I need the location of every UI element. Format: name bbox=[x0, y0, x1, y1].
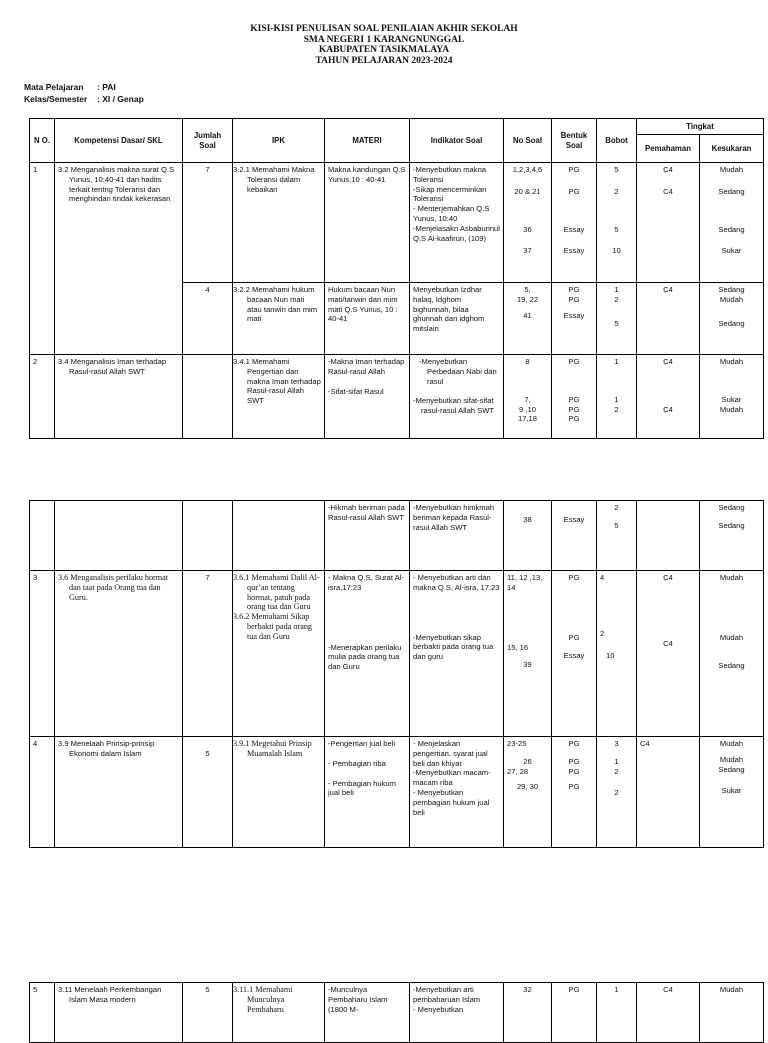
cell-materi: Hukum bacaan Nun mati/tanwin dan mim mati Q.S Yunus, 10 : 40-41 bbox=[325, 283, 410, 355]
question-type: PG bbox=[568, 414, 580, 424]
difficulty: Mudah bbox=[719, 754, 744, 764]
cell-kesukaran bbox=[700, 501, 764, 571]
cell-materi: -Hikmah beriman pada Rasul-rasul Allah SWT bbox=[325, 501, 410, 571]
cell-no-soal bbox=[504, 737, 552, 848]
question-type: PG bbox=[568, 632, 580, 642]
indicator-line: -Sikap mencerminkan Toleransi bbox=[413, 184, 487, 204]
title-line-2: SMA NEGERI 1 KARANGNUNGGAL bbox=[303, 34, 465, 45]
question-numbers: 39 bbox=[523, 660, 532, 670]
kisi-table-part-1 bbox=[29, 118, 764, 439]
question-numbers: 11, 12 ,13, 14 bbox=[507, 573, 543, 592]
cell-indikator bbox=[410, 571, 504, 737]
difficulty: Mudah bbox=[719, 165, 744, 174]
cell-bentuk bbox=[552, 283, 597, 355]
materi-line: -Menerapkan perilaku mulia pada orang tua dan Guru bbox=[328, 642, 402, 672]
cell-no bbox=[30, 501, 55, 571]
cell-indikator: Menyebutkan Izdhar halaq, Idghom bighunnah, bilaa ghunnah dan idghom mitslain bbox=[410, 283, 504, 355]
cell-jumlah bbox=[183, 355, 233, 439]
cell-pemahaman: C4 bbox=[637, 983, 700, 1043]
ipk-line: 3.6.2 Memahami Sikap berbakti pada orang tua dan Guru bbox=[233, 612, 313, 641]
title-line-3: KABUPATEN TASIKMALAYA bbox=[318, 45, 450, 55]
question-type: PG bbox=[568, 165, 580, 174]
question-type: PG bbox=[568, 357, 580, 366]
cell-materi: Makna kandungan Q.S Yunus,10 : 40-41 bbox=[325, 163, 410, 283]
cell-kesukaran bbox=[700, 283, 764, 355]
weight: 2 bbox=[614, 404, 619, 414]
cell-no: 3 bbox=[30, 571, 55, 737]
question-numbers: 36 bbox=[523, 224, 532, 234]
weight: 1 bbox=[614, 394, 619, 404]
materi-line: -Sifat-sifat Rasul bbox=[328, 386, 384, 396]
question-type: Essay bbox=[563, 224, 585, 234]
question-numbers: 19, 22 bbox=[516, 294, 539, 304]
cell-bentuk: PG bbox=[552, 983, 597, 1043]
cell-no-soal: 32 bbox=[504, 983, 552, 1043]
cell-bentuk bbox=[552, 571, 597, 737]
difficulty: Sukar bbox=[721, 246, 742, 256]
weight: 4 bbox=[600, 573, 605, 582]
cell-bobot bbox=[597, 163, 637, 283]
weight: 10 bbox=[606, 650, 615, 660]
question-numbers: 15, 16 bbox=[507, 642, 529, 652]
cell-ipk bbox=[233, 501, 325, 571]
cell-indikator bbox=[410, 983, 504, 1043]
cell-kd: 3.2 Menganalisis makna surat Q.S Yunus, 10:40-41 dan hadits terkait tentng Toleransi dan menghindari tindak kekerasan bbox=[55, 163, 183, 355]
cell-kesukaran bbox=[700, 355, 764, 439]
cell-bobot bbox=[597, 501, 637, 571]
cognitive-level: C4 bbox=[663, 638, 673, 648]
weight: 2 bbox=[614, 503, 619, 512]
cell-no-soal bbox=[504, 283, 552, 355]
cell-pemahaman bbox=[637, 163, 700, 283]
cell-no-soal bbox=[504, 501, 552, 571]
indicator-line: -Menyebutkan macam-macam riba bbox=[413, 768, 491, 788]
cell-indikator bbox=[410, 355, 504, 439]
cell-materi bbox=[325, 355, 410, 439]
cell-materi: -Munculnya Pembaharu Islam (1800 M- bbox=[325, 983, 410, 1043]
cell-ipk bbox=[233, 571, 325, 737]
kisi-table-part-3 bbox=[29, 982, 764, 1043]
weight: 5 bbox=[614, 224, 619, 234]
difficulty: Sedang bbox=[718, 224, 745, 234]
question-type: PG bbox=[568, 186, 580, 196]
question-numbers: 26 bbox=[523, 756, 532, 766]
question-numbers: 1,2,3,4,6 bbox=[512, 165, 543, 174]
cell-kd: 3.6 Menganalisis perilaku hormat dan taat pada Orang tua dan Guru. bbox=[55, 571, 183, 737]
kisi-table-part-2 bbox=[29, 500, 764, 848]
question-numbers: 29, 30 bbox=[516, 782, 539, 792]
question-numbers: 27, 28 bbox=[507, 766, 529, 776]
difficulty: Sedang bbox=[718, 503, 745, 512]
difficulty: Mudah bbox=[719, 357, 744, 366]
cell-ipk: 3.11.1 Memahami Munculnya Pembaharu bbox=[233, 983, 325, 1043]
weight: 2 bbox=[614, 788, 619, 798]
difficulty: Mudah bbox=[719, 404, 744, 414]
cell-bobot bbox=[597, 737, 637, 848]
cell-ipk: 3.2.1 Memahami Makna Toleransi dalam kebaikan bbox=[233, 163, 325, 283]
col-indikator: Indikator Soal bbox=[410, 119, 504, 163]
difficulty: Mudah bbox=[719, 573, 744, 582]
indicator-line: -Menyebutkan arti pembaharuan Islam bbox=[413, 985, 481, 1004]
cell-jumlah: 7 bbox=[183, 163, 233, 283]
materi-line: -Makna Iman terhadap Rasul-rasul Allah bbox=[328, 357, 405, 376]
class-value: : XI / Genap bbox=[97, 94, 144, 104]
question-type: PG bbox=[568, 782, 580, 792]
indicator-line: - Menjelaskan pengertian, syarat jual beli dan khiyar bbox=[413, 739, 488, 768]
cognitive-level: C4 bbox=[663, 186, 673, 196]
cell-jumlah: 5 bbox=[183, 983, 233, 1043]
cell-bentuk bbox=[552, 501, 597, 571]
cell-jumlah bbox=[183, 501, 233, 571]
question-numbers: 5, bbox=[524, 285, 531, 294]
cell-kesukaran bbox=[700, 737, 764, 848]
cell-indikator bbox=[410, 163, 504, 283]
cell-pemahaman bbox=[637, 571, 700, 737]
indicator-line: -Menyebutkan Perbedaan Nabi dan rasul bbox=[419, 357, 497, 386]
cell-pemahaman bbox=[637, 355, 700, 439]
table-row bbox=[30, 501, 764, 571]
question-type: PG bbox=[568, 739, 580, 748]
header-row bbox=[30, 119, 764, 135]
question-type: PG bbox=[568, 573, 580, 582]
subject-label: Mata Pelajaran bbox=[24, 82, 84, 92]
cell-kesukaran: Mudah bbox=[700, 983, 764, 1043]
document-title bbox=[0, 24, 768, 66]
col-tingkat: Tingkat bbox=[637, 119, 764, 135]
weight: 5 bbox=[614, 318, 619, 328]
indicator-line: -Menyebutkan sifat-sifat rasul-rasul Allah SWT bbox=[413, 396, 495, 416]
indicator-line: -Menjelasakn Asbabunnul Q.S Al-kaafirun, (109) bbox=[413, 223, 500, 243]
question-numbers: 38 bbox=[523, 515, 532, 524]
table-row bbox=[30, 737, 764, 848]
difficulty: Sedang bbox=[718, 520, 745, 530]
indicator-line: - Menyebutkan pembagian hukum jual beli bbox=[413, 787, 490, 817]
question-type: Essay bbox=[563, 650, 585, 660]
question-type: Essay bbox=[563, 515, 585, 524]
indicator-line: - Menyebutkan arti dan makna Q.S, Al-isra, 17:23 bbox=[413, 573, 500, 592]
cognitive-level: C4 bbox=[663, 573, 673, 582]
table-row bbox=[30, 355, 764, 439]
cell-ipk: 3.9.1 Megetahui Prinsip Muamalah Islam bbox=[233, 737, 325, 848]
cell-pemahaman: C4 bbox=[637, 737, 700, 848]
col-ipk: IPK bbox=[233, 119, 325, 163]
difficulty: Mudah bbox=[719, 739, 744, 748]
difficulty: Mudah bbox=[719, 632, 744, 642]
col-no: N O. bbox=[30, 119, 55, 163]
col-kompetensi: Kompetensi Dasar/ SKL bbox=[55, 119, 183, 163]
indicator-line: - Menterjemahkan Q.S Yunus, 10:40 bbox=[413, 204, 490, 223]
indicator-line: - Menyebutkan bbox=[413, 1004, 464, 1014]
question-numbers: 37 bbox=[523, 246, 532, 256]
cell-materi bbox=[325, 571, 410, 737]
cell-materi bbox=[325, 737, 410, 848]
cell-kd bbox=[55, 501, 183, 571]
question-type: PG bbox=[568, 766, 580, 776]
question-type: PG bbox=[568, 404, 580, 414]
question-numbers: 41 bbox=[523, 310, 532, 320]
cell-bentuk bbox=[552, 737, 597, 848]
cell-kd: 3.9 Menelaah Prinsip-prinsip Ekonomi dalam Islam bbox=[55, 737, 183, 848]
weight: 1 bbox=[614, 357, 619, 366]
weight: 1 bbox=[614, 756, 619, 766]
indicator-line: -Menyebutkan sikap berbakti pada orang tua dan guru bbox=[413, 632, 494, 662]
weight: 5 bbox=[614, 520, 619, 530]
difficulty: Sukar bbox=[721, 394, 742, 404]
materi-line: - Makna Q.S, Surat Al-isra,17:23 bbox=[328, 573, 404, 592]
cell-kesukaran bbox=[700, 163, 764, 283]
question-numbers: 20 & 21 bbox=[514, 186, 541, 196]
cell-no-soal bbox=[504, 355, 552, 439]
cell-no: 4 bbox=[30, 737, 55, 848]
question-numbers: 17,18 bbox=[517, 414, 537, 424]
question-type: PG bbox=[568, 756, 580, 766]
difficulty: Sedang bbox=[718, 186, 745, 196]
question-type: Essay bbox=[563, 246, 585, 256]
question-type: Essay bbox=[563, 310, 585, 320]
materi-line: - Pembagian riba bbox=[328, 758, 386, 768]
cell-pemahaman bbox=[637, 501, 700, 571]
cell-bobot bbox=[597, 571, 637, 737]
question-numbers: 9 ,10 bbox=[519, 404, 536, 414]
indicator-line: -Menyebutkan makna Toleransi bbox=[413, 165, 487, 184]
weight: 2 bbox=[600, 628, 605, 638]
col-no-soal: No Soal bbox=[504, 119, 552, 163]
cell-kd: 3.11 Menelaah Perkembangan Islam Masa modern bbox=[55, 983, 183, 1043]
difficulty: Sedang bbox=[718, 318, 745, 328]
difficulty: Sedang bbox=[718, 764, 745, 774]
cell-ipk: 3.2.2 Memahami hukum bacaan Nun mati atau tanwin dan mim mati bbox=[233, 283, 325, 355]
cell-indikator bbox=[410, 737, 504, 848]
ipk-line: 3.6.1 Memahami Dalil Al-qur’an tentang hormat, patuh pada orang tua dan Guru bbox=[233, 573, 320, 612]
cell-no: 1 bbox=[30, 163, 55, 355]
title-line-1: KISI-KISI PENULISAN SOAL PENILAIAN AKHIR SEKOLAH bbox=[250, 24, 518, 34]
question-type: PG bbox=[568, 294, 580, 304]
weight: 10 bbox=[612, 246, 621, 256]
cell-bobot bbox=[597, 283, 637, 355]
document-meta bbox=[24, 81, 144, 105]
cell-indikator: -Menyebutkan himkmah beriman kepada Rasul-rasul Allah SWT bbox=[410, 501, 504, 571]
subject-value: : PAI bbox=[97, 82, 116, 92]
materi-line: -Pengertian jual beli bbox=[328, 739, 396, 748]
cell-bentuk bbox=[552, 163, 597, 283]
cell-bentuk bbox=[552, 355, 597, 439]
cell-jumlah: 4 bbox=[183, 283, 233, 355]
cognitive-level: C4 bbox=[663, 357, 673, 366]
col-materi: MATERI bbox=[325, 119, 410, 163]
table-row bbox=[30, 983, 764, 1043]
class-label: Kelas/Semester bbox=[24, 94, 88, 104]
cell-bobot: 1 bbox=[597, 983, 637, 1043]
question-numbers: 8 bbox=[525, 357, 530, 366]
weight: 1 bbox=[614, 285, 619, 294]
cell-kd: 3.4 Menganalisis Iman terhadap Rasul-rasul Allah SWT bbox=[55, 355, 183, 439]
cell-no-soal bbox=[504, 163, 552, 283]
table-row bbox=[30, 571, 764, 737]
difficulty: Sukar bbox=[721, 786, 742, 796]
cell-no: 2 bbox=[30, 355, 55, 439]
question-type: PG bbox=[568, 394, 580, 404]
col-pemahaman: Pemahaman bbox=[637, 135, 700, 163]
col-bentuk: Bentuk Soal bbox=[552, 119, 597, 163]
question-numbers: 23-25 bbox=[507, 739, 527, 748]
weight: 2 bbox=[614, 186, 619, 196]
cognitive-level: C4 bbox=[663, 404, 673, 414]
materi-line: - Pembagian hukum jual beli bbox=[328, 778, 396, 798]
col-bobot: Bobot bbox=[597, 119, 637, 163]
table-row bbox=[30, 163, 764, 283]
weight: 2 bbox=[614, 294, 619, 304]
cell-kesukaran bbox=[700, 571, 764, 737]
cell-no: 5 bbox=[30, 983, 55, 1043]
cognitive-level: C4 bbox=[663, 165, 673, 174]
difficulty: Mudah bbox=[719, 294, 744, 304]
weight: 3 bbox=[614, 739, 619, 748]
cell-ipk: 3.4.1 Memahami Pengertian dan makna Iman terhadap Rasul-rasul Allah SWT bbox=[233, 355, 325, 439]
question-type: PG bbox=[568, 285, 580, 294]
cell-jumlah: 7 bbox=[183, 571, 233, 737]
difficulty: Sedang bbox=[718, 285, 745, 294]
difficulty: Sedang bbox=[718, 660, 745, 670]
weight: 2 bbox=[614, 766, 619, 776]
cell-pemahaman: C4 bbox=[637, 283, 700, 355]
col-kesukaran: Kesukaran bbox=[700, 135, 764, 163]
cell-bobot bbox=[597, 355, 637, 439]
weight: 5 bbox=[614, 165, 619, 174]
question-numbers: 7, bbox=[524, 394, 531, 404]
title-line-4: TAHUN PELAJARAN 2023-2024 bbox=[315, 55, 453, 66]
cell-jumlah: 5 bbox=[183, 737, 233, 848]
col-jumlah: Jumlah Soal bbox=[183, 119, 233, 163]
cell-no-soal bbox=[504, 571, 552, 737]
